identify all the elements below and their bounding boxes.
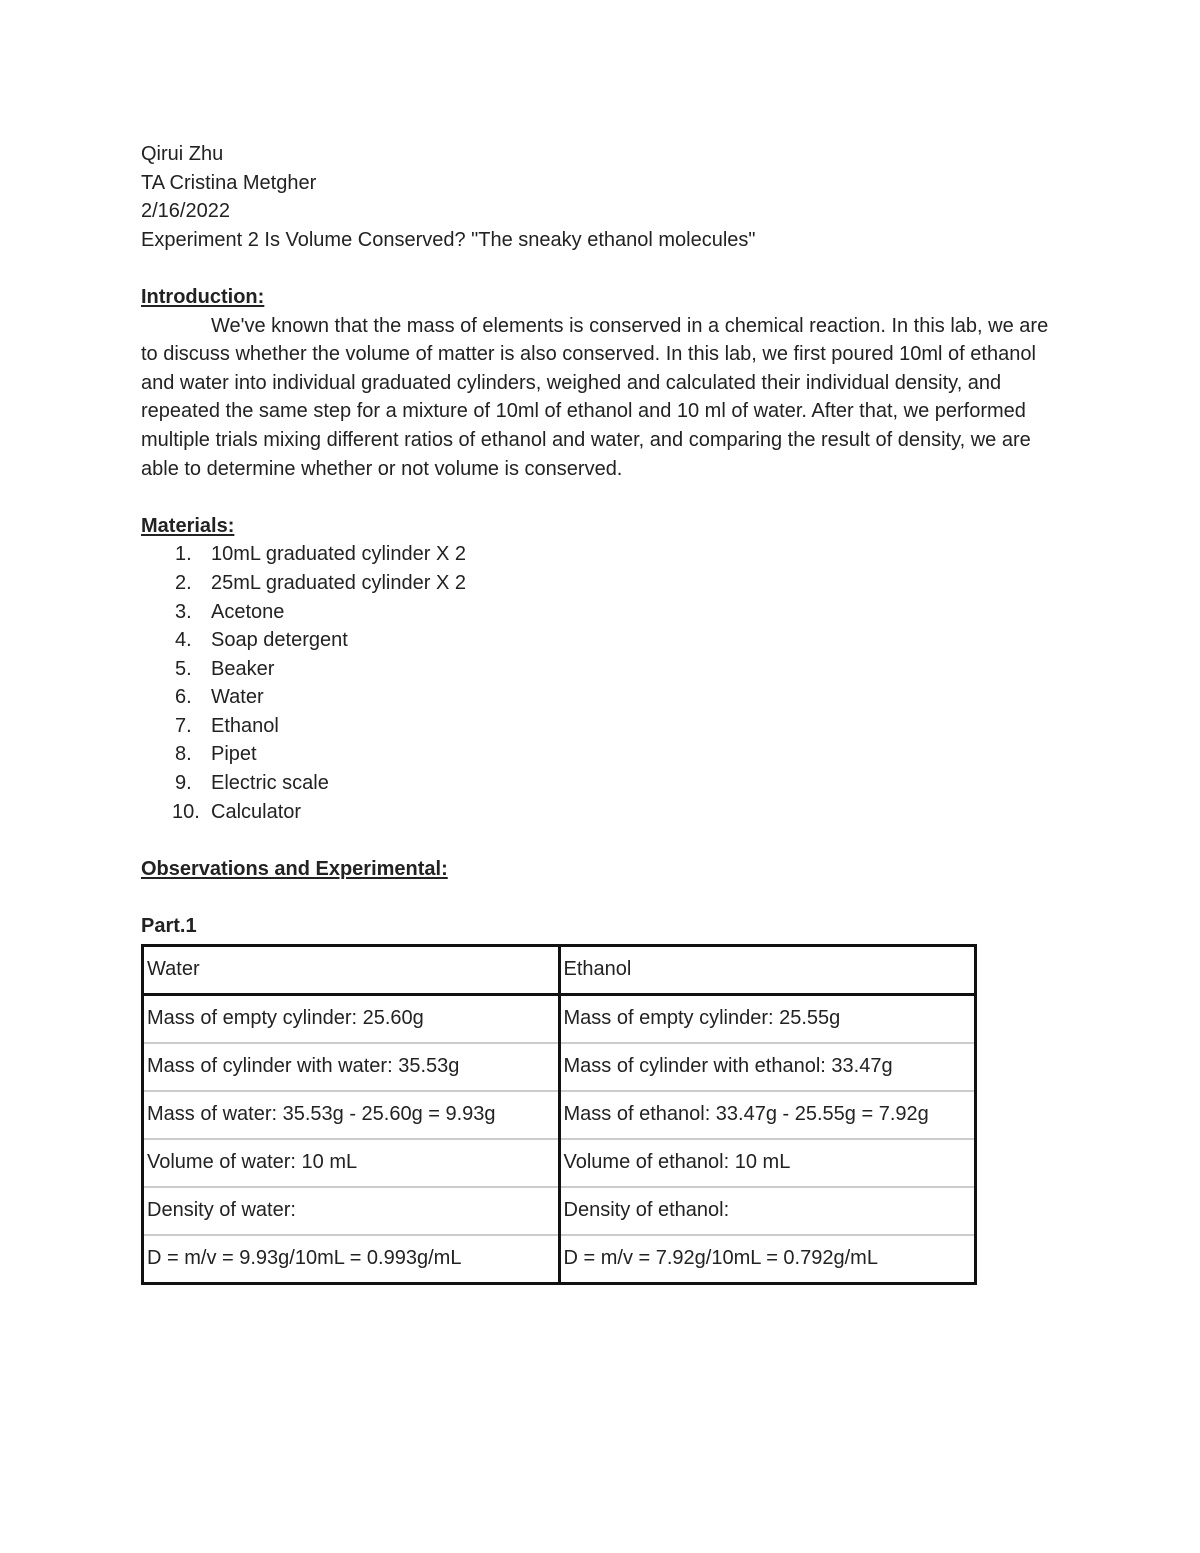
table-row	[143, 1139, 976, 1187]
experiment-title: Experiment 2 Is Volume Conserved? "The sneaky ethanol molecules"	[141, 228, 756, 251]
list-item: 6. Water	[175, 686, 264, 709]
list-item: 3. Acetone	[175, 600, 285, 623]
report-date: 2/16/2022	[141, 200, 230, 223]
list-item: 2. 25mL graduated cylinder X 2	[175, 571, 466, 594]
table-row	[143, 1187, 976, 1235]
list-item: 7. Ethanol	[175, 714, 279, 737]
list-item: 1. 10mL graduated cylinder X 2	[175, 543, 466, 566]
table-row	[143, 994, 976, 1043]
author-name: Qirui Zhu	[141, 143, 224, 165]
materials-list	[141, 540, 1061, 826]
table-cell: Water	[143, 945, 560, 994]
table-cell: D = m/v = 9.93g/10mL = 0.993g/mL	[143, 1235, 560, 1284]
table-cell: Mass of ethanol: 33.47g - 25.55g = 7.92g	[559, 1091, 976, 1139]
spacer	[141, 483, 1061, 512]
spacer	[141, 883, 1061, 912]
list-item: 9. Electric scale	[175, 772, 329, 795]
spacer	[141, 826, 1061, 855]
spacer	[141, 254, 1061, 283]
table-row	[143, 1043, 976, 1091]
table-cell: Density of ethanol:	[559, 1187, 976, 1235]
table-cell: Mass of cylinder with ethanol: 33.47g	[559, 1043, 976, 1091]
ta-name: TA Cristina Metgher	[141, 171, 317, 194]
table-cell: Mass of cylinder with water: 35.53g	[143, 1043, 560, 1091]
introduction-heading: Introduction:	[141, 285, 265, 308]
list-item: 10. Calculator	[172, 800, 302, 823]
list-item: 5. Beaker	[175, 657, 275, 680]
list-item: 8. Pipet	[175, 743, 257, 766]
table-cell: Mass of water: 35.53g - 25.60g = 9.93g	[143, 1091, 560, 1139]
table-cell: Mass of empty cylinder: 25.60g	[143, 994, 560, 1043]
table-row	[143, 1235, 976, 1284]
table-cell: Density of water:	[143, 1187, 560, 1235]
table-cell: Ethanol	[559, 945, 976, 994]
table-row	[143, 945, 976, 994]
document-page	[141, 140, 1061, 1285]
list-item: 4. Soap detergent	[175, 629, 348, 652]
part-label: Part.1	[141, 915, 197, 938]
table-cell: Mass of empty cylinder: 25.55g	[559, 994, 976, 1043]
table-cell: Volume of ethanol: 10 mL	[559, 1139, 976, 1187]
materials-heading: Materials:	[141, 514, 235, 537]
part1-table	[141, 944, 977, 1285]
table-row	[143, 1091, 976, 1139]
observations-heading: Observations and Experimental:	[141, 857, 448, 880]
table-cell: D = m/v = 7.92g/10mL = 0.792g/mL	[559, 1235, 976, 1284]
introduction-paragraph: We've known that the mass of elements is conserved in a chemical reaction. In this lab, we are to discuss whether the volume of matter is also conserved. In this lab, we first poured 10ml of ethanol and water into individual graduated cylinders, weighed and calculated their individual density, and repeated the same step for a mixture of 10ml of ethanol and 10 ml of water. After that, we performed multiple trials mixing different ratios of ethanol and water, and comparing the result of density, we are able to determine whether or not volume is conserved.	[141, 314, 1049, 480]
table-cell: Volume of water: 10 mL	[143, 1139, 560, 1187]
